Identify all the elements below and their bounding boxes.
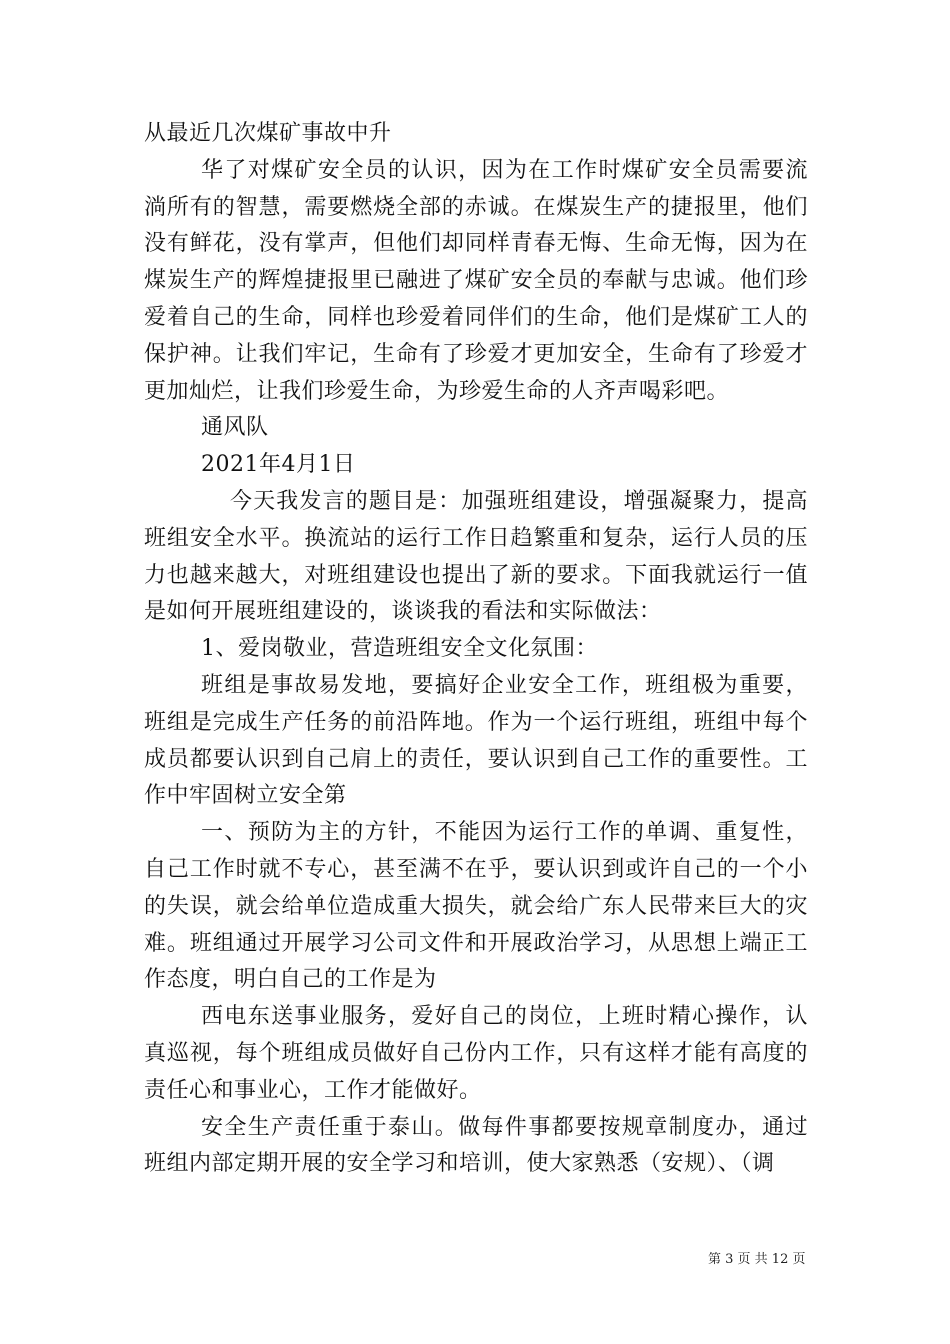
paragraph-west-east-service: 西电东送事业服务，爱好自己的岗位，上班时精心操作，认真巡视，每个班组成员做好自己份内工作，只有这样才能有高度的责任心和事业心，工作才能做好。: [144, 1004, 808, 1103]
document-body: [144, 116, 808, 1183]
section-heading-1: 1、爱岗敬业，营造班组安全文化氛围：: [201, 636, 598, 662]
signature-team: 通风队: [201, 415, 269, 441]
page-number-footer: 第 3 页 共 12 页: [708, 1252, 806, 1267]
signature-date: 2021年4月1日: [201, 452, 356, 478]
paragraph-safety-responsibility: 安全生产责任重于泰山。做每件事都要按规章制度办，通过班组内部定期开展的安全学习和培训，使大家熟悉（安规）、（调: [144, 1114, 808, 1177]
paragraph-prevention-policy: 一、预防为主的方针，不能因为运行工作的单调、重复性，自己工作时就不专心，甚至满不在乎，要认识到或许自己的一个小的失误，就会给单位造成重大损失，就会给广东人民带来巨大的灾难。班组通过开展学习公司文件和开展政治学习，从思想上端正工作态度，明白自己的工作是为: [144, 820, 808, 993]
paragraph-safety-officer-tribute: 华了对煤矿安全员的认识，因为在工作时煤矿安全员需要流淌所有的智慧，需要燃烧全部的赤诚。在煤炭生产的捷报里，他们没有鲜花，没有掌声，但他们却同样青春无悔、生命无悔，因为在煤炭生产的辉煌捷报里已融进了煤矿安全员的奉献与忠诚。他们珍爱着自己的生命，同样也珍爱着同伴们的生命，他们是煤矿工人的保护神。让我们牢记，生命有了珍爱才更加安全，生命有了珍爱才更加灿烂，让我们珍爱生命，为珍爱生命的人齐声喝彩吧。: [144, 157, 808, 404]
paragraph-speech-topic: 今天我发言的题目是：加强班组建设，增强凝聚力，提高班组安全水平。换流站的运行工作日趋繁重和复杂，运行人员的压力也越来越大，对班组建设也提出了新的要求。下面我就运行一值是如何开展班组建设的，谈谈我的看法和实际做法：: [144, 488, 808, 625]
paragraph-team-responsibility: 班组是事故易发地，要搞好企业安全工作，班组极为重要，班组是完成生产任务的前沿阵地。作为一个运行班组，班组中每个成员都要认识到自己肩上的责任，要认识到自己工作的重要性。工作中牢固树立安全第: [144, 672, 808, 809]
paragraph-opening-fragment: 从最近几次煤矿事故中升: [144, 121, 392, 146]
